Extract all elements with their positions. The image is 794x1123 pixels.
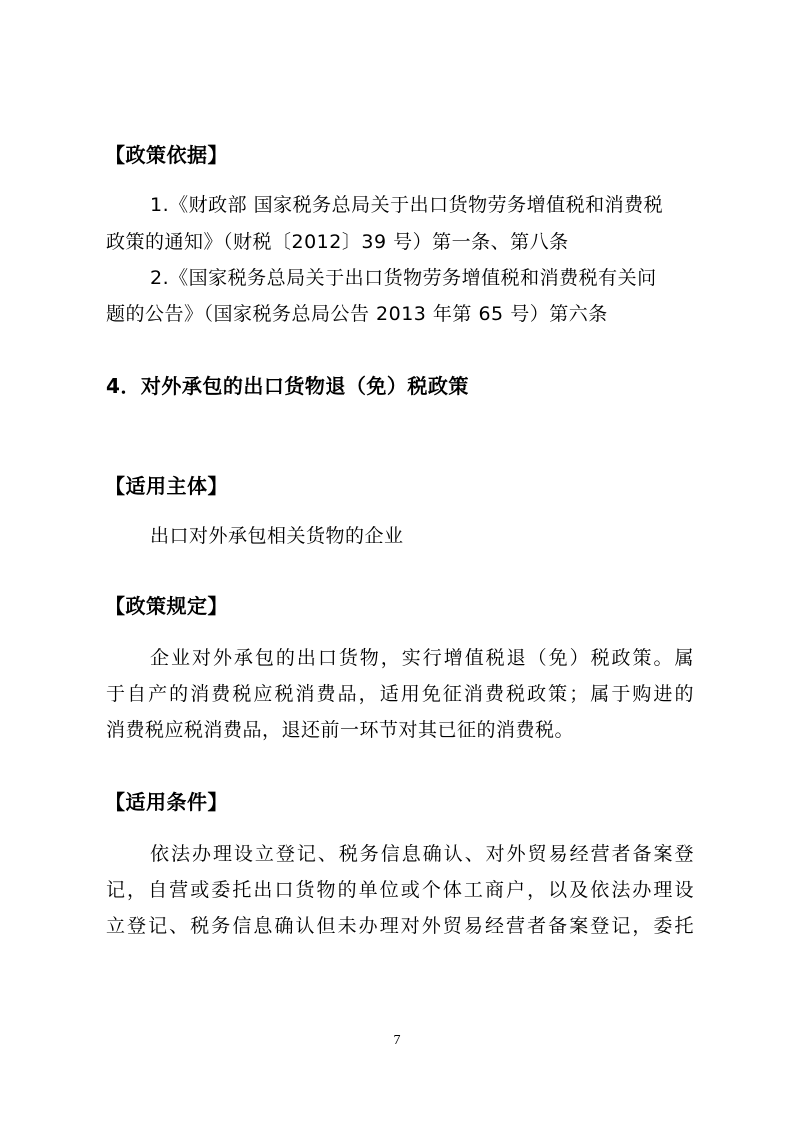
basis-heading: 【政策依据】 xyxy=(105,143,228,167)
policy-4-title: 4．对外承包的出口货物退（免）税政策 xyxy=(106,374,469,398)
condition-line-1: 依法办理设立登记、税务信息确认、对外贸易经营者备案登 xyxy=(150,843,694,865)
condition-line-2: 记，自营或委托出口货物的单位或个体工商户，以及依法办理设 xyxy=(106,879,694,901)
rule-line-3: 消费税应税消费品，退还前一环节对其已征的消费税。 xyxy=(106,719,575,741)
condition-line-3: 立登记、税务信息确认但未办理对外贸易经营者备案登记，委托 xyxy=(106,915,694,937)
subject-heading: 【适用主体】 xyxy=(105,474,228,498)
basis-item-2-line-1: 2.《国家税务总局关于出口货物劳务增值税和消费税有关问 xyxy=(150,267,657,289)
basis-item-1-line-2: 政策的通知》（财税〔2012〕39 号）第一条、第八条 xyxy=(106,231,569,253)
condition-heading: 【适用条件】 xyxy=(105,790,228,814)
rule-line-2: 于自产的消费税应税消费品，适用免征消费税政策；属于购进的 xyxy=(106,683,694,705)
rule-heading: 【政策规定】 xyxy=(105,594,228,618)
page-number: 7 xyxy=(393,1033,401,1048)
basis-item-2-line-2: 题的公告》（国家税务总局公告 2013 年第 65 号）第六条 xyxy=(106,303,608,325)
rule-line-1: 企业对外承包的出口货物，实行增值税退（免）税政策。属 xyxy=(150,647,694,669)
subject-text: 出口对外承包相关货物的企业 xyxy=(150,525,404,547)
basis-item-1-line-1: 1.《财政部 国家税务总局关于出口货物劳务增值税和消费税 xyxy=(150,194,664,216)
